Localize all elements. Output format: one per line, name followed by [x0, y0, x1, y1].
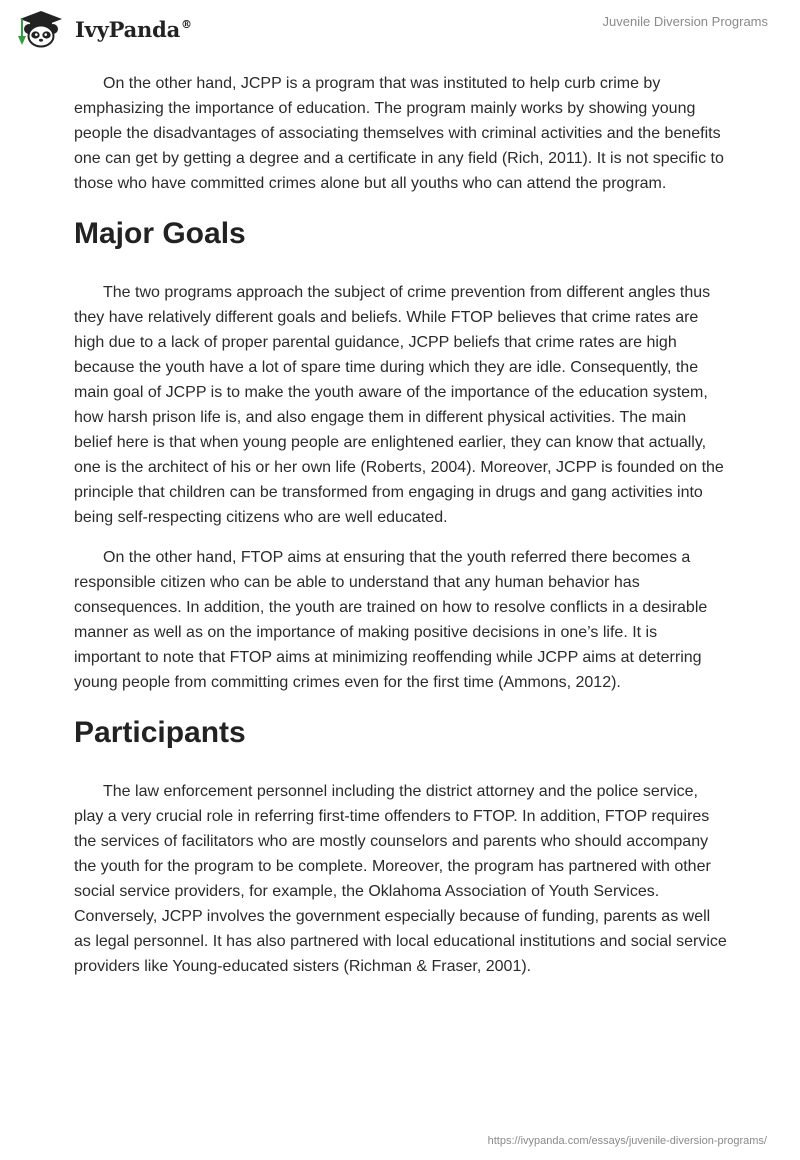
paragraph: On the other hand, FTOP aims at ensuring that the youth referred there becomes a responsible citizen who can be able to understand that any human behavior has consequences. In addition, the youth are trained on how to resolve conflicts in a desirable manner as well as on the importance of making positive decisions in one’s life. It is important to note that FTOP aims at minimizing reoffending while JCPP aims at deterring young people from committing crimes even for the first time (Ammons, 2012). — [74, 549, 708, 691]
section-heading-participants: Participants — [74, 716, 246, 749]
page-header — [0, 0, 800, 64]
paragraph: On the other hand, JCPP is a program that was instituted to help curb crime by emphasizing the importance of education. The program mainly works by showing young people the disadvantages of associating themselves with criminal activities and the benefits one can get by getting a degree and a certificate in any field (Rich, 2011). It is not specific to those who have committed crimes alone but all youths who can attend the program. — [74, 75, 724, 192]
paragraph: The two programs approach the subject of crime prevention from different angles thus they have relatively different goals and beliefs. While FTOP believes that crime rates are high due to a lack of proper parental guidance, JCPP beliefs that crime rates are high because the youth have a lot of spare time during which they are idle. Consequently, the main goal of JCPP is to make the youth aware of the importance of the education system, how harsh prison life is, and also engage them in different physical activities. The main belief here is that when young people are enlightened earlier, they can know that actually, one is the architect of his or her own life (Roberts, 2004). Moreover, JCPP is founded on the principle that children can be transformed from engaging in drugs and gang activities into being self-respecting citizens who are well educated. — [74, 284, 724, 526]
panda-graduate-icon — [14, 9, 70, 49]
footer-url[interactable]: https://ivypanda.com/essays/juvenile-diversion-programs/ — [487, 1135, 767, 1147]
document-title: Juvenile Diversion Programs — [602, 14, 768, 29]
ivypanda-logo[interactable] — [14, 9, 192, 49]
logo-wordmark: IvyPanda® — [75, 16, 192, 42]
paragraph: The law enforcement personnel including the district attorney and the police service, play a very crucial role in referring first-time offenders to FTOP. In addition, FTOP requires the services of facilitators who are mostly counselors and parents who should accompany the youth for the program to be complete. Moreover, the program has partnered with other social service providers, for example, the Oklahoma Association of Youth Services. Conversely, JCPP involves the government especially because of funding, parents as well as legal personnel. It has also partnered with local educational institutions and social service providers like Young-educated sisters (Richman & Fraser, 2001). — [74, 783, 727, 975]
essay-body — [74, 71, 728, 994]
section-heading-major-goals: Major Goals — [74, 217, 246, 250]
